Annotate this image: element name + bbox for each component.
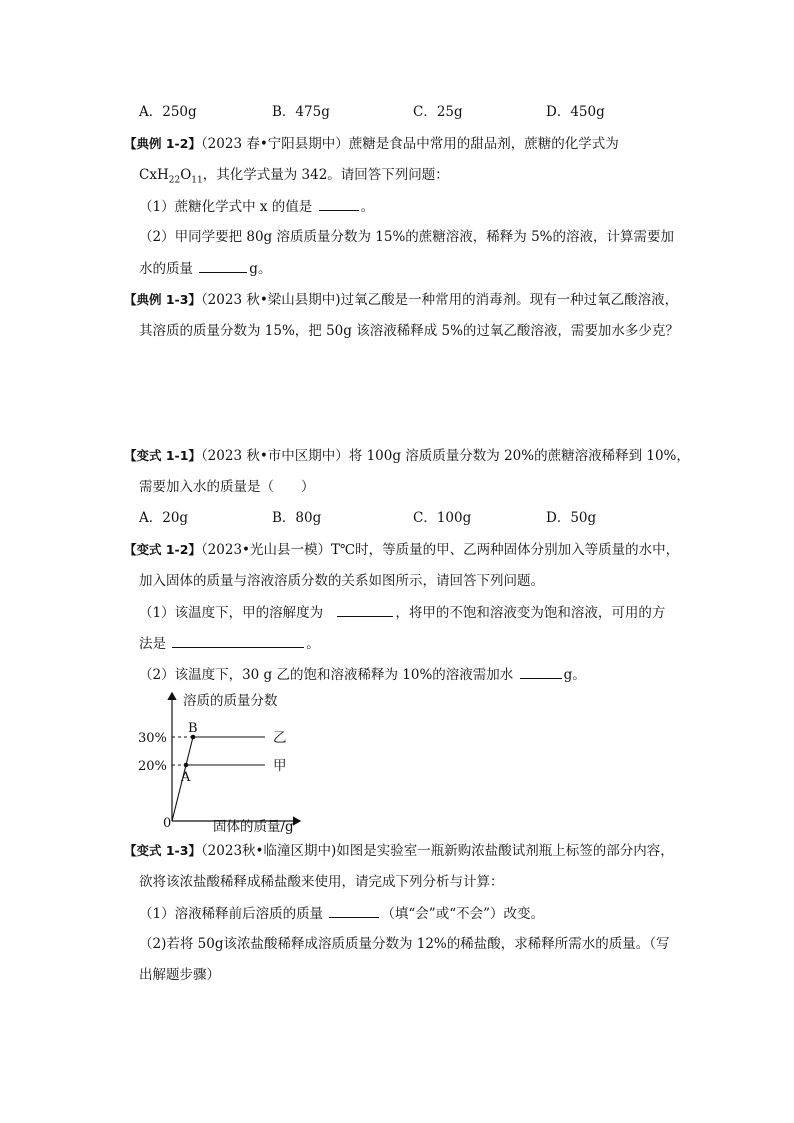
point-label-b: B xyxy=(188,721,198,736)
formula-o-subscript: 11 xyxy=(191,175,203,186)
option-c: C．25g xyxy=(413,104,463,120)
example-1-2-stem-rest: ，其化学式量为 342。请回答下列问题： xyxy=(202,167,449,183)
option-d: D．450g xyxy=(546,104,605,120)
variant-1-2-line2: 加入固体的质量与溶液溶质分数的关系如图所示，请回答下列问题。 xyxy=(139,573,544,589)
answer-blank[interactable] xyxy=(172,633,304,648)
variant-1-2-part1-cont xyxy=(139,633,320,654)
answer-blank[interactable] xyxy=(337,602,393,617)
example-1-2-part2-cont xyxy=(139,258,271,279)
series-layer xyxy=(138,721,287,821)
part1-text: （1）该温度下，甲的溶解度为 xyxy=(139,605,324,621)
option-a: A．250g xyxy=(139,104,197,120)
example-1-2-line1 xyxy=(124,134,619,154)
example-1-2-line2 xyxy=(139,165,449,185)
example-1-3-text: （2023 秋•梁山县期中)过氧乙酸是一种常用的消毒剂。现有一种过氧乙酸溶液， xyxy=(200,292,679,308)
formula-h-subscript: 22 xyxy=(168,175,181,186)
option-b: B．475g xyxy=(272,104,330,120)
variant-1-3-text: （2023秋•临潼区期中)如图是实验室一瓶新购浓盐酸试剂瓶上标签的部分内容， xyxy=(200,843,674,859)
example-1-2-tag: 【典例 1-2】 xyxy=(124,136,201,151)
point-a xyxy=(184,763,189,768)
variant-1-2-text: （2023•光山县一模）T℃时，等质量的甲、乙两种固体分别加入等质量的水中， xyxy=(200,542,680,558)
example-1-2-part1 xyxy=(139,196,374,217)
part2-text: （2）甲同学要把 80g 溶质质量分数为 15%的蔗糖溶液，稀释为 5%的溶液，计算需要加 xyxy=(139,229,674,245)
y-tick-label: 30% xyxy=(138,731,167,746)
example-1-2-source: （2023 春•宁阳县期中） xyxy=(200,136,349,152)
solubility-chart xyxy=(135,688,320,835)
part1-text: （1）蔗糖化学式中 x 的值是 xyxy=(139,199,313,215)
series-label-甲: 甲 xyxy=(273,758,287,774)
series-label-乙: 乙 xyxy=(273,730,287,746)
answer-blank[interactable] xyxy=(199,258,247,273)
variant-1-3-part2-cont: 出解题步骤） xyxy=(139,967,220,983)
part1-text: （1）溶液稀释前后溶质的质量 xyxy=(139,906,324,922)
origin-label: 0 xyxy=(163,816,172,831)
part1-text-cont: 法是 xyxy=(139,636,166,652)
variant-1-3-part2: （2)若将 50g该浓盐酸稀释成溶质质量分数为 12%的稀盐酸，求稀释所需水的质量。（写 xyxy=(139,936,670,952)
variant-1-2-line1 xyxy=(124,540,679,560)
variant-1-1-line2: 需要加入水的质量是（ ） xyxy=(139,479,315,495)
variant-1-1-line1 xyxy=(124,446,690,466)
part2-end: g。 xyxy=(563,667,586,683)
option-b: B．80g xyxy=(272,510,322,526)
formula-x: x xyxy=(149,167,157,183)
example-1-2-part2 xyxy=(139,227,674,247)
option-a: A．20g xyxy=(139,510,189,526)
example-1-3-line1 xyxy=(124,290,678,310)
formula-o: O xyxy=(180,167,192,183)
variant-1-3-part1 xyxy=(139,903,544,924)
variant-1-3-line2: 欲将该浓盐酸稀释成稀盐酸来使用，请完成下列分析与计算： xyxy=(139,874,504,890)
part1-end: 。 xyxy=(306,636,320,652)
point-label-a: A xyxy=(181,770,191,785)
answer-blank[interactable] xyxy=(319,196,359,211)
y-tick-label: 20% xyxy=(138,759,167,774)
part2-end: g。 xyxy=(249,261,272,277)
answer-blank[interactable] xyxy=(329,903,379,918)
option-c: C．100g xyxy=(413,510,472,526)
variant-1-2-tag: 【变式 1-2】 xyxy=(124,542,201,557)
part1-text-mid: ，将甲的不饱和溶液变为饱和溶液，可用的方 xyxy=(395,605,666,621)
part1-end: 。 xyxy=(360,199,375,215)
variant-1-3-tag: 【变式 1-3】 xyxy=(124,843,201,858)
part1-end: （填“会”或“不会”）改变。 xyxy=(381,906,544,922)
option-d: D．50g xyxy=(546,510,597,526)
example-1-3-tag: 【典例 1-3】 xyxy=(124,292,201,307)
part2-text-cont: 水的质量 xyxy=(139,261,193,277)
formula-h: H xyxy=(156,167,169,183)
answer-blank[interactable] xyxy=(520,664,562,679)
variant-1-1-text: （2023 秋•市中区期中）将 100g 溶质质量分数为 20%的蔗糖溶液稀释到 10%， xyxy=(200,448,690,464)
x-axis-label: 固体的质量/g xyxy=(213,819,294,835)
example-1-3-line2: 其溶质的质量分数为 15%，把 50g 该溶液稀释成 5%的过氧乙酸溶液，需要加水多少克？ xyxy=(139,323,679,339)
example-1-2-stem: 蔗糖是食品中常用的甜品剂，蔗糖的化学式为 xyxy=(348,136,619,152)
y-axis-label: 溶质的质量分数 xyxy=(183,693,278,709)
variant-1-2-part1 xyxy=(139,602,665,623)
part2-text: （2）该温度下，30 g 乙的饱和溶液稀释为 10%的溶液需加水 xyxy=(139,667,514,683)
variant-1-3-line1 xyxy=(124,841,674,861)
formula-c: C xyxy=(139,167,150,183)
variant-1-1-tag: 【变式 1-1】 xyxy=(124,448,201,463)
variant-1-2-part2 xyxy=(139,664,586,685)
